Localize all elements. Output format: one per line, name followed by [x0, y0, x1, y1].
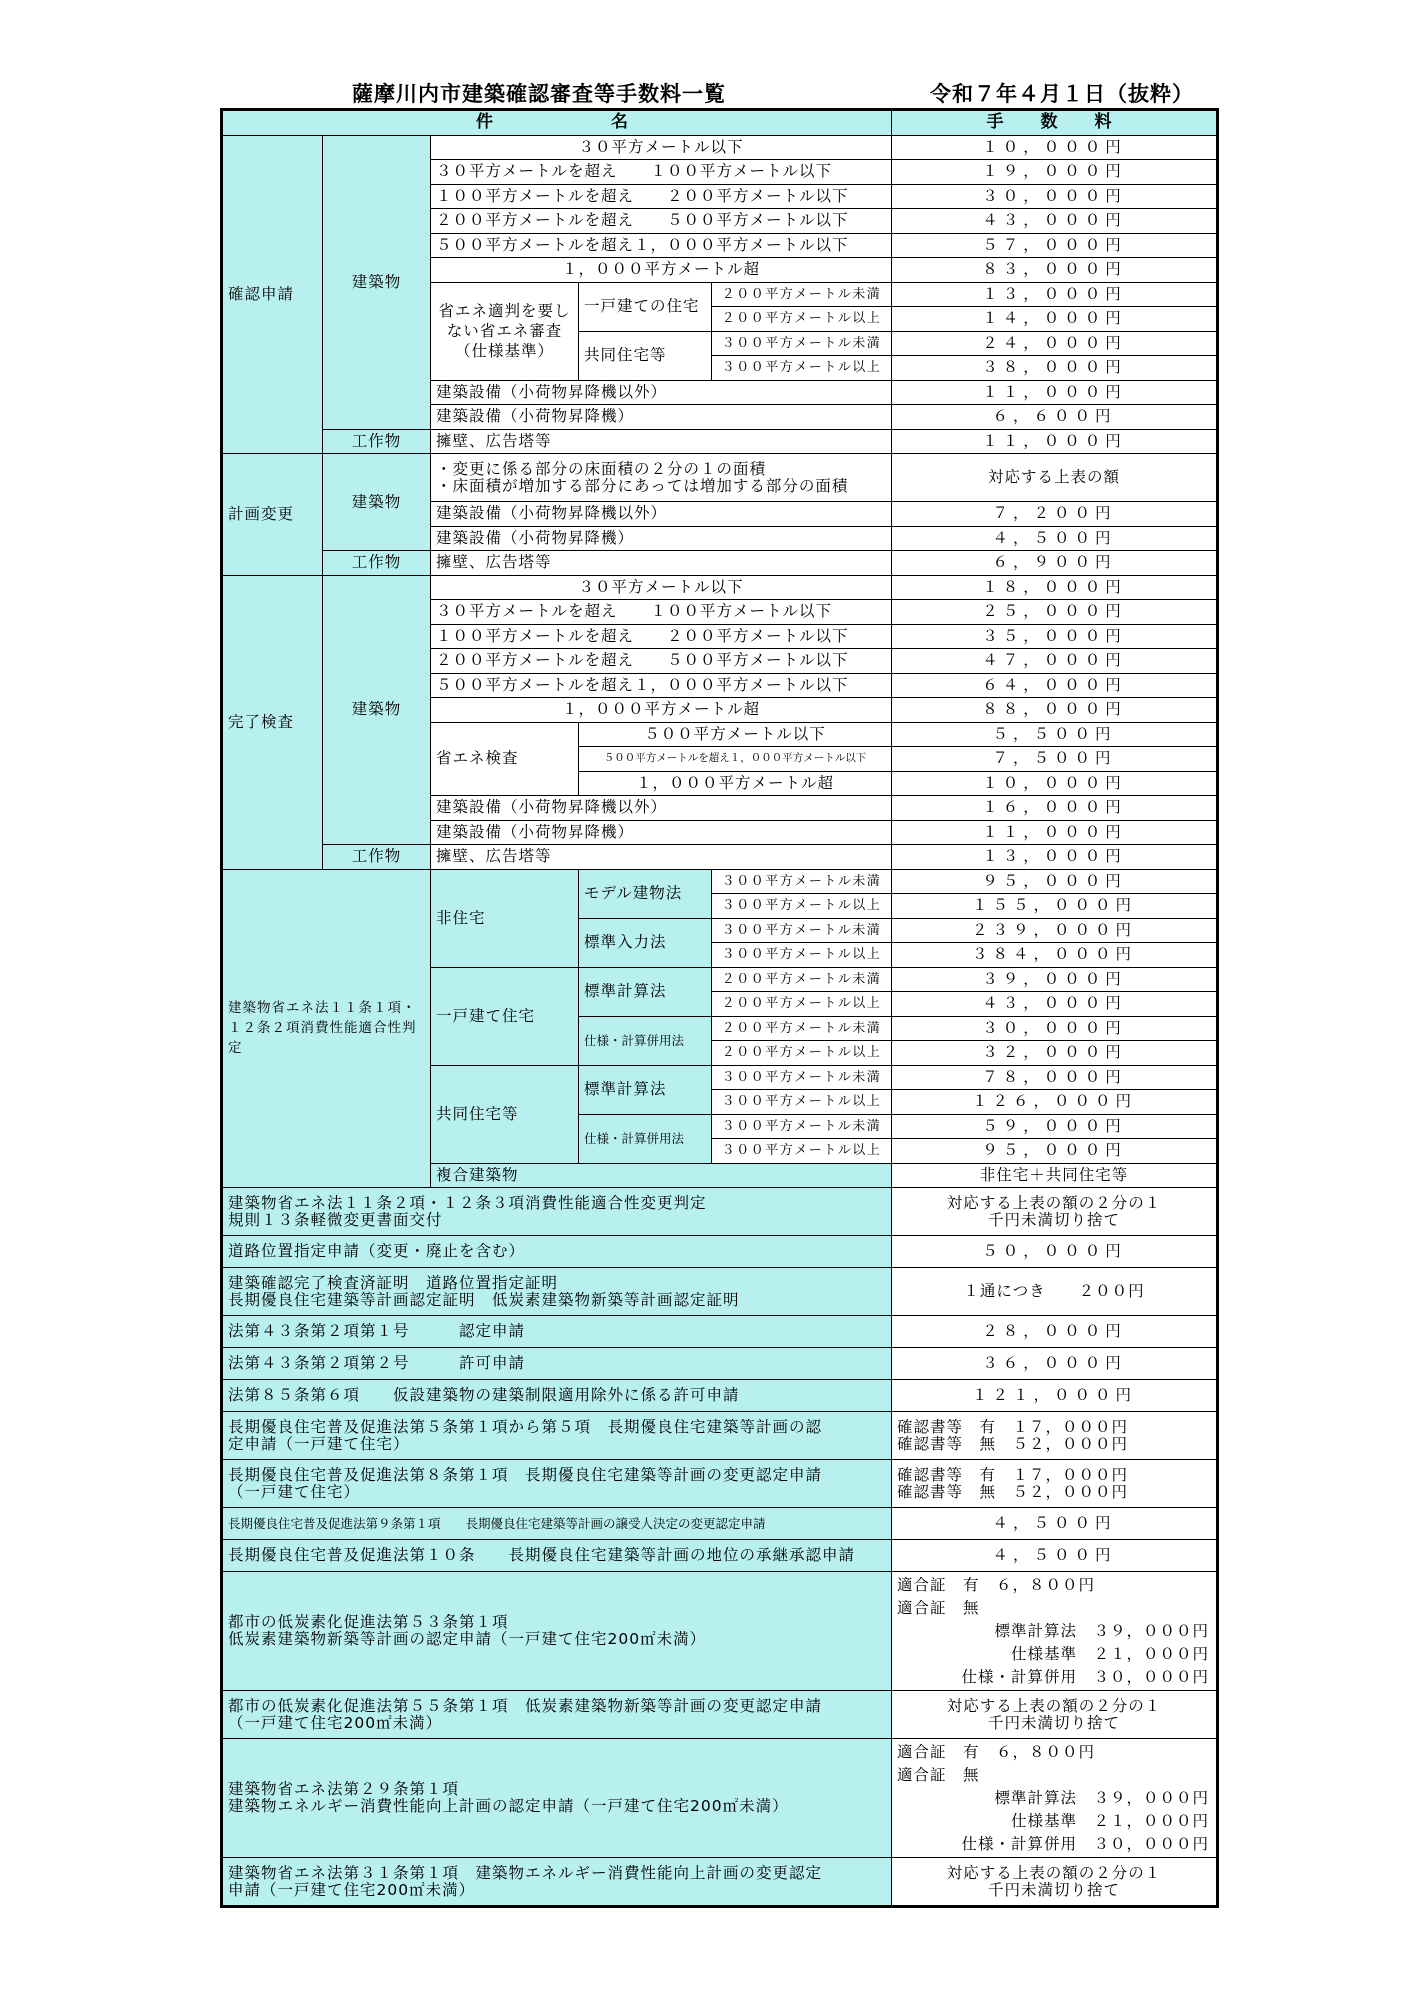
- fee-table: [222, 110, 1217, 1906]
- shoene31-item: [223, 1858, 892, 1906]
- item-cell: 法第８５条第６項 仮設建築物の建築制限適用除外に係る許可申請: [223, 1380, 892, 1412]
- fee-cell: ４７，０００円: [892, 649, 1217, 674]
- fee-cell: ３８，０００円: [892, 356, 1217, 381]
- item-cell: 建築設備（小荷物昇降機以外）: [431, 796, 892, 821]
- fee-cell: ３０，０００円: [892, 184, 1217, 209]
- table-row: [223, 1460, 1217, 1508]
- fee-cell: １３，０００円: [892, 845, 1217, 870]
- item-line: 低炭素建築物新築等計画の認定申請（一戸建て住宅200㎡未満）: [228, 1630, 707, 1648]
- fee-line: 対応する上表の額の２分の１: [946, 1193, 1162, 1212]
- item-cell: 建築設備（小荷物昇降機）: [431, 526, 892, 551]
- henko-area-line2: ・床面積が増加する部分にあっては増加する部分の面積: [436, 476, 849, 495]
- item-cell: ３００平方メートル未満: [712, 331, 892, 356]
- document-date: 令和７年４月１日（抜粋）: [930, 82, 1194, 106]
- fee-cell: ３２，０００円: [892, 1041, 1217, 1066]
- fee-cell: ８３，０００円: [892, 258, 1217, 283]
- fee-cell: ５０，０００円: [892, 1236, 1217, 1268]
- table-row: [223, 1380, 1217, 1412]
- fee-cell: １１，０００円: [892, 429, 1217, 454]
- item-cell: ２００平方メートル未満: [712, 967, 892, 992]
- henko-area-line1: ・変更に係る部分の床面積の２分の１の面積: [436, 459, 767, 478]
- teitanso53-item: [223, 1572, 892, 1691]
- document-title: 薩摩川内市建築確認審査等手数料一覧: [352, 82, 726, 106]
- fee-line: 千円未満切り捨て: [988, 1210, 1121, 1229]
- fee-line: 仕様・計算併用 ３０，０００円: [961, 1834, 1210, 1853]
- fee-cell: ５７，０００円: [892, 233, 1217, 258]
- fee-line: 仕様基準 ２１，０００円: [1011, 1644, 1210, 1663]
- item-line: 建築物省エネ法第３１条第１項 建築物エネルギー消費性能向上計画の変更認定: [228, 1863, 823, 1882]
- item-cell: 建築設備（小荷物昇降機以外）: [431, 502, 892, 527]
- fee-cell: 対応する上表の額: [892, 454, 1217, 502]
- teitanso55-fee: [892, 1691, 1217, 1739]
- kakunin-shoene-label: 省エネ適判を要しない省エネ審査（仕様基準）: [431, 282, 579, 380]
- fee-cell: １０，０００円: [892, 135, 1217, 160]
- choki5-item: [223, 1412, 892, 1460]
- table-row: [223, 1236, 1217, 1268]
- fee-line: 確認書等 有 １７，０００円: [897, 1465, 1129, 1484]
- fee-cell: ７，５００円: [892, 747, 1217, 772]
- table-row: [223, 1316, 1217, 1348]
- fee-cell: ３９，０００円: [892, 967, 1217, 992]
- item-cell: 長期優良住宅普及促進法第１０条 長期優良住宅建築等計画の地位の承継承認申請: [223, 1540, 892, 1572]
- fee-line: 確認書等 有 １７，０００円: [897, 1417, 1129, 1436]
- item-cell: ３００平方メートル未満: [712, 869, 892, 894]
- fee-cell: ６，６００円: [892, 405, 1217, 430]
- table-row: [223, 869, 1217, 894]
- table-row: [223, 454, 1217, 502]
- item-cell: ２００平方メートルを超え ５００平方メートル以下: [431, 209, 892, 234]
- table-row: [223, 1540, 1217, 1572]
- fee-cell: ３６，０００円: [892, 1348, 1217, 1380]
- item-line: 長期優良住宅普及促進法第５条第１項から第５項 長期優良住宅建築等計画の認: [228, 1417, 823, 1436]
- shoene29-item: [223, 1739, 892, 1858]
- fee-cell: ６，９００円: [892, 551, 1217, 576]
- fee-cell: １２６，０００円: [892, 1090, 1217, 1115]
- fee-line: 標準計算法 ３９，０００円: [994, 1621, 1210, 1640]
- fee-cell: 非住宅＋共同住宅等: [892, 1163, 1217, 1188]
- fee-line: 対応する上表の額の２分の１: [946, 1863, 1162, 1882]
- fee-cell: ２８，０００円: [892, 1316, 1217, 1348]
- method-spec-calc: 仕様・計算併用法: [579, 1016, 712, 1065]
- item-cell: 法第４３条第２項第２号 許可申請: [223, 1348, 892, 1380]
- kanryo-label: 完了検査: [223, 575, 323, 869]
- item-cell: １００平方メートルを超え ２００平方メートル以下: [431, 184, 892, 209]
- fee-cell: １１，０００円: [892, 820, 1217, 845]
- fee-cell: １１，０００円: [892, 380, 1217, 405]
- table-row: [223, 1508, 1217, 1540]
- item-cell: ５００平方メートルを超え１，０００平方メートル以下: [431, 673, 892, 698]
- item-cell: ３０平方メートル以下: [431, 135, 892, 160]
- table-row: [223, 1691, 1217, 1739]
- item-cell: ２００平方メートル未満: [712, 282, 892, 307]
- method-standard-calc: 標準計算法: [579, 1065, 712, 1114]
- item-cell: ５００平方メートル以下: [579, 722, 892, 747]
- item-cell: ３００平方メートル以上: [712, 1090, 892, 1115]
- table-header-row: [223, 111, 1217, 136]
- fee-cell: ４３，０００円: [892, 209, 1217, 234]
- fee-cell: １２１，０００円: [892, 1380, 1217, 1412]
- fee-line: 仕様基準 ２１，０００円: [1011, 1811, 1210, 1830]
- kanryo-structure: 工作物: [323, 845, 431, 870]
- fee-cell: ４，５００円: [892, 1540, 1217, 1572]
- kakunin-building: 建築物: [323, 135, 431, 429]
- henko-structure: 工作物: [323, 551, 431, 576]
- fee-cell: ５９，０００円: [892, 1114, 1217, 1139]
- item-cell: ５００平方メートルを超え１，０００平方メートル以下: [579, 747, 892, 772]
- fee-line: 千円未満切り捨て: [988, 1880, 1121, 1899]
- item-cell: 法第４３条第２項第１号 認定申請: [223, 1316, 892, 1348]
- table-row: [223, 1268, 1217, 1316]
- fee-cell: ９５，０００円: [892, 1139, 1217, 1164]
- fee-line: 千円未満切り捨て: [988, 1713, 1121, 1732]
- cert-item: [223, 1268, 892, 1316]
- item-cell: ３０平方メートルを超え １００平方メートル以下: [431, 160, 892, 185]
- fee-cell: １９，０００円: [892, 160, 1217, 185]
- item-line: 都市の低炭素化促進法第５３条第１項: [228, 1613, 509, 1631]
- item-cell: １，０００平方メートル超: [431, 258, 892, 283]
- shoene31-fee: [892, 1858, 1217, 1906]
- shoene29-fee: [892, 1739, 1217, 1858]
- henko-area-item: [431, 454, 892, 502]
- table-row: [223, 1348, 1217, 1380]
- table-row: [223, 1858, 1217, 1906]
- table-row: [223, 1739, 1217, 1858]
- item-cell: ３００平方メートル未満: [712, 1114, 892, 1139]
- henko-hantei-fee: [892, 1188, 1217, 1236]
- tekihan-collective: 共同住宅等: [431, 1065, 579, 1163]
- fee-cell: ２３９，０００円: [892, 918, 1217, 943]
- table-row: [223, 1572, 1217, 1691]
- table-row: [223, 1188, 1217, 1236]
- fee-cell: ３８４，０００円: [892, 943, 1217, 968]
- item-line: 申請（一戸建て住宅200㎡未満）: [228, 1880, 476, 1899]
- table-row: [223, 845, 1217, 870]
- table-row: [223, 429, 1217, 454]
- item-cell: ２００平方メートル以上: [712, 307, 892, 332]
- fee-line: 標準計算法 ３９，０００円: [994, 1788, 1210, 1807]
- item-cell: １００平方メートルを超え ２００平方メートル以下: [431, 624, 892, 649]
- item-line: 長期優良住宅建築等計画認定証明 低炭素建築物新築等計画認定証明: [228, 1290, 740, 1309]
- item-cell: ３００平方メートル以上: [712, 1139, 892, 1164]
- kanryo-shoene-label: 省エネ検査: [431, 722, 579, 796]
- fee-cell: ３５，０００円: [892, 624, 1217, 649]
- fee-cell: １０，０００円: [892, 771, 1217, 796]
- kakunin-detached: 一戸建ての住宅: [579, 282, 712, 331]
- tekihan-non-residential: 非住宅: [431, 869, 579, 967]
- item-cell: ２００平方メートル以上: [712, 1041, 892, 1066]
- item-cell: ３００平方メートル未満: [712, 918, 892, 943]
- table-row: [223, 1412, 1217, 1460]
- fee-cell: ８８，０００円: [892, 698, 1217, 723]
- fee-cell: ７８，０００円: [892, 1065, 1217, 1090]
- item-cell: ３０平方メートルを超え １００平方メートル以下: [431, 600, 892, 625]
- item-line: 長期優良住宅普及促進法第８条第１項 長期優良住宅建築等計画の変更認定申請: [228, 1465, 823, 1484]
- header-name: 件 名: [223, 111, 892, 136]
- fee-line: 適合証 無: [897, 1598, 980, 1617]
- fee-cell: ３０，０００円: [892, 1016, 1217, 1041]
- fee-cell: ２５，０００円: [892, 600, 1217, 625]
- item-cell: 擁壁、広告塔等: [431, 551, 892, 576]
- fee-cell: ２４，０００円: [892, 331, 1217, 356]
- choki5-fee: [892, 1412, 1217, 1460]
- item-cell: １，０００平方メートル超: [431, 698, 892, 723]
- item-cell: １，０００平方メートル超: [579, 771, 892, 796]
- item-cell: 建築設備（小荷物昇降機以外）: [431, 380, 892, 405]
- choki8-fee: [892, 1460, 1217, 1508]
- item-cell: ２００平方メートル以上: [712, 992, 892, 1017]
- item-line: 定申請（一戸建て住宅）: [228, 1434, 410, 1453]
- henko-building: 建築物: [323, 454, 431, 551]
- fee-cell: ４，５００円: [892, 526, 1217, 551]
- table-row: [223, 575, 1217, 600]
- kakunin-label: 確認申請: [223, 135, 323, 454]
- henko-label: 計画変更: [223, 454, 323, 576]
- item-cell: 建築設備（小荷物昇降機）: [431, 405, 892, 430]
- teitanso55-item: [223, 1691, 892, 1739]
- fee-cell: １８，０００円: [892, 575, 1217, 600]
- table-row: [223, 135, 1217, 160]
- fee-line: 適合証 無: [897, 1765, 980, 1784]
- tekihan-label: 建築物省エネ法１１条１項・１２条２項消費性能適合性判定: [223, 869, 431, 1188]
- item-cell: 道路位置指定申請（変更・廃止を含む）: [223, 1236, 892, 1268]
- header-fee: 手 数 料: [892, 111, 1217, 136]
- tekihan-mixed: 複合建築物: [431, 1163, 892, 1188]
- item-cell: 建築設備（小荷物昇降機）: [431, 820, 892, 845]
- fee-cell: １３，０００円: [892, 282, 1217, 307]
- method-standard-input: 標準入力法: [579, 918, 712, 967]
- item-cell: ３００平方メートル以上: [712, 943, 892, 968]
- item-line: 建築確認完了検査済証明 道路位置指定証明: [228, 1273, 559, 1292]
- fee-cell: ４，５００円: [892, 1508, 1217, 1540]
- item-cell: ２００平方メートルを超え ５００平方メートル以下: [431, 649, 892, 674]
- item-cell: ３００平方メートル以上: [712, 356, 892, 381]
- teitanso53-fee: [892, 1572, 1217, 1691]
- tekihan-detached: 一戸建て住宅: [431, 967, 579, 1065]
- choki8-item: [223, 1460, 892, 1508]
- fee-cell: １６，０００円: [892, 796, 1217, 821]
- kakunin-collective: 共同住宅等: [579, 331, 712, 380]
- fee-cell: １通につき ２００円: [892, 1268, 1217, 1316]
- item-line: 建築物省エネ法１１条２項・１２条３項消費性能適合性変更判定: [228, 1193, 707, 1212]
- item-line: 建築物省エネ法第２９条第１項: [228, 1780, 460, 1798]
- fee-line: 仕様・計算併用 ３０，０００円: [961, 1667, 1210, 1686]
- fee-line: 適合証 有 ６，８００円: [897, 1575, 1096, 1594]
- fee-cell: ４３，０００円: [892, 992, 1217, 1017]
- method-model: モデル建物法: [579, 869, 712, 918]
- fee-line: 確認書等 無 ５２，０００円: [897, 1434, 1129, 1453]
- fee-line: 対応する上表の額の２分の１: [946, 1696, 1162, 1715]
- kanryo-building: 建築物: [323, 575, 431, 845]
- fee-cell: １４，０００円: [892, 307, 1217, 332]
- fee-cell: ７，２００円: [892, 502, 1217, 527]
- method-standard-calc: 標準計算法: [579, 967, 712, 1016]
- kakunin-structure: 工作物: [323, 429, 431, 454]
- item-line: 建築物エネルギー消費性能向上計画の認定申請（一戸建て住宅200㎡未満）: [228, 1797, 789, 1815]
- fee-line: 適合証 有 ６，８００円: [897, 1742, 1096, 1761]
- item-line: （一戸建て住宅200㎡未満）: [228, 1713, 443, 1732]
- item-cell: ５００平方メートルを超え１，０００平方メートル以下: [431, 233, 892, 258]
- item-cell: 擁壁、広告塔等: [431, 429, 892, 454]
- item-cell: 擁壁、広告塔等: [431, 845, 892, 870]
- fee-cell: １５５，０００円: [892, 894, 1217, 919]
- item-line: 都市の低炭素化促進法第５５条第１項 低炭素建築物新築等計画の変更認定申請: [228, 1696, 823, 1715]
- item-cell: ３００平方メートル未満: [712, 1065, 892, 1090]
- item-cell: ２００平方メートル未満: [712, 1016, 892, 1041]
- item-cell: 長期優良住宅普及促進法第９条第１項 長期優良住宅建築等計画の譲受人決定の変更認定申請: [223, 1508, 892, 1540]
- item-cell: ３００平方メートル以上: [712, 894, 892, 919]
- table-row: [223, 551, 1217, 576]
- fee-cell: ９５，０００円: [892, 869, 1217, 894]
- item-cell: ３０平方メートル以下: [431, 575, 892, 600]
- fee-line: 確認書等 無 ５２，０００円: [897, 1482, 1129, 1501]
- fee-cell: ６４，０００円: [892, 673, 1217, 698]
- henko-hantei-item: [223, 1188, 892, 1236]
- item-line: （一戸建て住宅）: [228, 1482, 361, 1501]
- item-line: 規則１３条軽微変更書面交付: [228, 1210, 443, 1229]
- method-spec-calc: 仕様・計算併用法: [579, 1114, 712, 1163]
- fee-cell: ５，５００円: [892, 722, 1217, 747]
